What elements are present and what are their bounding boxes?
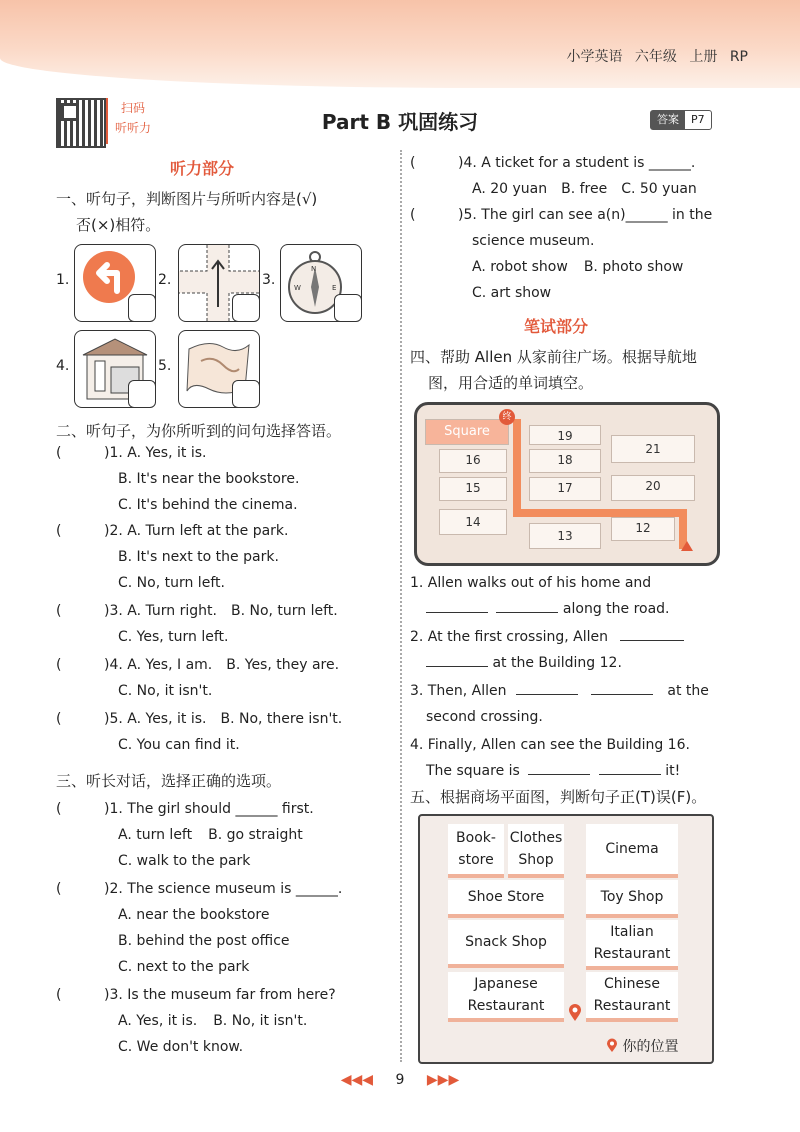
s3-item-1-q[interactable]: ( )1. The girl should ______ first. bbox=[56, 801, 314, 817]
s3-4-b: B. free bbox=[561, 181, 608, 197]
shop-shoe-store: Shoe Store bbox=[448, 880, 564, 918]
s4-q3-head: 3. Then, Allen bbox=[410, 683, 507, 699]
pic-num-5: 5. bbox=[158, 358, 172, 374]
s4-q4-line2 bbox=[410, 758, 722, 784]
section2-list bbox=[56, 440, 386, 758]
pic-num-4: 4. bbox=[56, 358, 70, 374]
grade-label: 六年级 bbox=[634, 49, 677, 65]
s3-1-b: B. go straight bbox=[208, 827, 303, 843]
s4-q2-head: 2. At the first crossing, Allen bbox=[410, 629, 609, 645]
s3-item-1-ab bbox=[56, 822, 386, 848]
s3-item-3-q[interactable]: ( )3. Is the museum far from here? bbox=[56, 987, 336, 1003]
s2-3-c: C. Yes, turn left. bbox=[118, 629, 229, 645]
section3-list bbox=[56, 796, 386, 1060]
s2-1-a: )1. A. Yes, it is. bbox=[104, 445, 207, 461]
shop-clothes-l2: Shop bbox=[518, 852, 554, 868]
s3-2-q: )2. The science museum is ______. bbox=[104, 881, 343, 897]
edition-label: RP bbox=[729, 49, 748, 65]
mall-floor-plan bbox=[418, 814, 714, 1064]
location-pin-icon bbox=[568, 1004, 582, 1022]
section5-title: 五、根据商场平面图，判断句子正(T)误(F)。 bbox=[410, 788, 707, 806]
section3-continued bbox=[410, 150, 730, 306]
shop-japanese bbox=[448, 972, 564, 1022]
listening-heading: 听力部分 bbox=[170, 159, 235, 178]
s3-3-b: B. No, it isn't. bbox=[213, 1013, 308, 1029]
shop-snack: Snack Shop bbox=[448, 920, 564, 968]
pic-num-2: 2. bbox=[158, 272, 172, 288]
svg-text:W: W bbox=[294, 284, 301, 292]
s3-item-2-q[interactable]: ( )2. The science museum is ______. bbox=[56, 881, 343, 897]
shop-clothes bbox=[508, 824, 564, 878]
s3-item-4-q[interactable]: ( )4. A ticket for a student is ______. bbox=[410, 155, 696, 171]
road-horizontal bbox=[513, 509, 685, 517]
s2-item-4-q[interactable]: ( )4. A. Yes, I am. B. Yes, they are. bbox=[56, 657, 340, 673]
s4-q3-line2-text: second crossing. bbox=[426, 709, 543, 725]
s4-q2-tail: at the Building 12. bbox=[492, 655, 622, 671]
s3-2-b: B. behind the post office bbox=[118, 933, 290, 949]
s3-5-q: )5. The girl can see a(n)______ in the bbox=[458, 207, 713, 223]
answer-label: 答案 bbox=[651, 111, 685, 129]
building-15: 15 bbox=[439, 477, 507, 501]
term-label: 上册 bbox=[689, 49, 718, 65]
s3-1-c: C. walk to the park bbox=[118, 853, 251, 869]
s2-item-2-c bbox=[56, 570, 386, 596]
qr-label-line2: 听听力 bbox=[114, 121, 151, 135]
s3-item-5-q[interactable]: ( )5. The girl can see a(n)______ in the bbox=[410, 207, 713, 223]
s2-item-2-q[interactable]: ( )2. A. Turn left at the park. bbox=[56, 523, 289, 539]
you-are-here-label: 你的位置 bbox=[622, 1039, 679, 1055]
subject-label: 小学英语 bbox=[566, 49, 623, 65]
s3-item-3-ab bbox=[56, 1008, 386, 1034]
column-divider bbox=[400, 150, 402, 1062]
prev-arrows-icon[interactable]: ◀◀◀ bbox=[340, 1072, 374, 1088]
section4-title-line1: 四、帮助 Allen 从家前往广场。根据导航地 bbox=[410, 348, 697, 366]
next-arrows-icon[interactable]: ▶▶▶ bbox=[426, 1072, 460, 1088]
s3-item-4-opts bbox=[410, 176, 730, 202]
s4-q3-blank1[interactable] bbox=[516, 694, 578, 695]
s2-5-c: C. You can find it. bbox=[118, 737, 240, 753]
s2-item-3-q[interactable]: ( )3. A. Turn right. B. No, turn left. bbox=[56, 603, 338, 619]
s2-2-b: B. It's next to the park. bbox=[118, 549, 279, 565]
pic-num-1: 1. bbox=[56, 272, 70, 288]
shop-chinese-l1: Chinese bbox=[604, 976, 660, 992]
s2-4-a: )4. A. Yes, I am. bbox=[104, 657, 213, 673]
s2-item-5-c bbox=[56, 732, 386, 758]
section4-questions bbox=[410, 570, 722, 784]
picture-4 bbox=[74, 330, 156, 408]
section2-title: 二、听句子，为你所听到的问句选择答语。 bbox=[56, 422, 342, 440]
answer-page: P7 bbox=[691, 113, 705, 126]
s4-q1-line2 bbox=[410, 596, 722, 622]
s2-4-c: C. No, it isn't. bbox=[118, 683, 213, 699]
answer-reference[interactable] bbox=[650, 110, 712, 130]
shop-japanese-l1: Japanese bbox=[474, 976, 538, 992]
s4-q2-blank2[interactable] bbox=[426, 666, 488, 667]
s2-item-1-q[interactable]: ( )1. A. Yes, it is. bbox=[56, 445, 207, 461]
s2-3-b: B. No, turn left. bbox=[230, 603, 338, 619]
s2-3-a: )3. A. Turn right. bbox=[104, 603, 217, 619]
page-footer bbox=[0, 1072, 800, 1088]
s2-item-5-q[interactable]: ( )5. A. Yes, it is. B. No, there isn't. bbox=[56, 711, 343, 727]
s3-1-q: )1. The girl should ______ first. bbox=[104, 801, 314, 817]
section3-title: 三、听长对话，选择正确的选项。 bbox=[56, 772, 282, 790]
legend-pin-icon bbox=[606, 1038, 618, 1053]
shop-cinema: Cinema bbox=[586, 824, 678, 878]
shop-bookstore-l2: store bbox=[458, 852, 494, 868]
s2-item-2-b bbox=[56, 544, 386, 570]
building-19: 19 bbox=[529, 425, 601, 445]
s4-q3-line2 bbox=[410, 704, 722, 730]
s4-q3-blank2[interactable] bbox=[591, 694, 653, 695]
section1-title-line2: 否(×)相符。 bbox=[76, 216, 161, 234]
s4-q4-blank1[interactable] bbox=[528, 774, 590, 775]
s2-2-a: )2. A. Turn left at the park. bbox=[104, 523, 289, 539]
page-number: 9 bbox=[395, 1072, 405, 1088]
s2-5-b: B. No, there isn't. bbox=[220, 711, 343, 727]
you-are-here-legend bbox=[606, 1036, 678, 1056]
book-info bbox=[566, 46, 748, 66]
picture-1 bbox=[74, 244, 156, 322]
s3-3-q: )3. Is the museum far from here? bbox=[104, 987, 336, 1003]
answer-box-5[interactable] bbox=[232, 380, 260, 408]
shop-italian-l2: Restaurant bbox=[593, 946, 671, 962]
answer-box-4[interactable] bbox=[128, 380, 156, 408]
shop-italian-l1: Italian bbox=[610, 924, 654, 940]
s2-4-b: B. Yes, they are. bbox=[226, 657, 340, 673]
s3-3-a: A. Yes, it is. bbox=[118, 1013, 198, 1029]
building-14: 14 bbox=[439, 509, 507, 535]
pic-num-3: 3. bbox=[262, 272, 276, 288]
s2-2-c: C. No, turn left. bbox=[118, 575, 225, 591]
s2-item-4-c bbox=[56, 678, 386, 704]
s3-3-c: C. We don't know. bbox=[118, 1039, 244, 1055]
s3-item-1-c bbox=[56, 848, 386, 874]
s2-item-1-b bbox=[56, 466, 386, 492]
s3-4-c: C. 50 yuan bbox=[621, 181, 697, 197]
building-13: 13 bbox=[529, 523, 601, 549]
square-block: Square bbox=[425, 419, 509, 445]
s2-item-1-c bbox=[56, 492, 386, 518]
written-heading: 笔试部分 bbox=[524, 317, 589, 336]
s4-q4-blank2[interactable] bbox=[599, 774, 661, 775]
building-16: 16 bbox=[439, 449, 507, 473]
section4-title-line2: 图，用合适的单词填空。 bbox=[428, 374, 594, 392]
shop-bookstore-l1: Book- bbox=[456, 830, 496, 846]
picture-3 bbox=[280, 244, 362, 322]
s2-1-b: B. It's near the bookstore. bbox=[118, 471, 300, 487]
s3-5-q2: science museum. bbox=[472, 233, 595, 249]
road-vertical bbox=[513, 419, 521, 517]
s4-q3-line1 bbox=[410, 678, 722, 704]
s3-item-5-ab bbox=[410, 254, 730, 280]
s3-2-a: A. near the bookstore bbox=[118, 907, 270, 923]
s4-q3-tail: at the bbox=[667, 683, 709, 699]
building-12: 12 bbox=[611, 517, 675, 541]
s3-5-b: B. photo show bbox=[583, 259, 684, 275]
s4-q2-blank1[interactable] bbox=[620, 640, 684, 641]
end-marker-icon: 终 bbox=[499, 409, 515, 425]
navigation-map bbox=[414, 402, 720, 566]
shop-chinese-l2: Restaurant bbox=[593, 998, 671, 1014]
svg-text:N: N bbox=[311, 265, 317, 273]
shop-bookstore bbox=[448, 824, 504, 878]
header-band bbox=[0, 0, 800, 88]
s4-q2-line2 bbox=[410, 650, 722, 676]
picture-2 bbox=[178, 244, 260, 322]
s3-item-3-c bbox=[56, 1034, 386, 1060]
page-title: Part B 巩固练习 bbox=[321, 110, 479, 134]
s4-q1-tail: along the road. bbox=[562, 601, 670, 617]
s4-q1-blank2[interactable] bbox=[496, 612, 558, 613]
building-21: 21 bbox=[611, 435, 695, 463]
s4-q2-line1 bbox=[410, 624, 722, 650]
answer-box-1[interactable] bbox=[128, 294, 156, 322]
s4-q4-head: The square is bbox=[426, 763, 520, 779]
shop-japanese-l2: Restaurant bbox=[467, 998, 545, 1014]
s3-item-2-a bbox=[56, 902, 386, 928]
s3-5-c: C. art show bbox=[472, 285, 552, 301]
s2-item-3-c bbox=[56, 624, 386, 650]
s4-q4-line1: 4. Finally, Allen can see the Building 16. bbox=[410, 737, 690, 753]
s2-5-a: )5. A. Yes, it is. bbox=[104, 711, 207, 727]
answer-box-3[interactable] bbox=[334, 294, 362, 322]
s3-item-5-c bbox=[410, 280, 730, 306]
s3-item-5-q2 bbox=[410, 228, 730, 254]
s3-4-a: A. 20 yuan bbox=[472, 181, 548, 197]
building-20: 20 bbox=[611, 475, 695, 501]
home-arrow-icon bbox=[681, 541, 693, 551]
picture-5 bbox=[178, 330, 260, 408]
qr-label-line1: 扫码 bbox=[120, 101, 145, 115]
s4-q1-blank1[interactable] bbox=[426, 612, 488, 613]
s3-2-c: C. next to the park bbox=[118, 959, 250, 975]
section1-title-line1: 一、听句子，判断图片与所听内容是(√) bbox=[56, 190, 318, 208]
shop-clothes-l1: Clothes bbox=[509, 830, 563, 846]
shop-italian bbox=[586, 920, 678, 970]
s3-1-a: A. turn left bbox=[118, 827, 193, 843]
svg-text:E: E bbox=[332, 284, 337, 292]
shop-toy: Toy Shop bbox=[586, 880, 678, 918]
s4-q4-tail: it! bbox=[665, 763, 681, 779]
s2-1-c: C. It's behind the cinema. bbox=[118, 497, 298, 513]
s3-item-2-b bbox=[56, 928, 386, 954]
building-18: 18 bbox=[529, 449, 601, 473]
s4-q1-line1: 1. Allen walks out of his home and bbox=[410, 575, 652, 591]
answer-box-2[interactable] bbox=[232, 294, 260, 322]
s3-item-2-c bbox=[56, 954, 386, 980]
shop-chinese bbox=[586, 972, 678, 1022]
building-17: 17 bbox=[529, 477, 601, 501]
s3-4-q: )4. A ticket for a student is ______. bbox=[458, 155, 696, 171]
s3-5-a: A. robot show bbox=[472, 259, 568, 275]
